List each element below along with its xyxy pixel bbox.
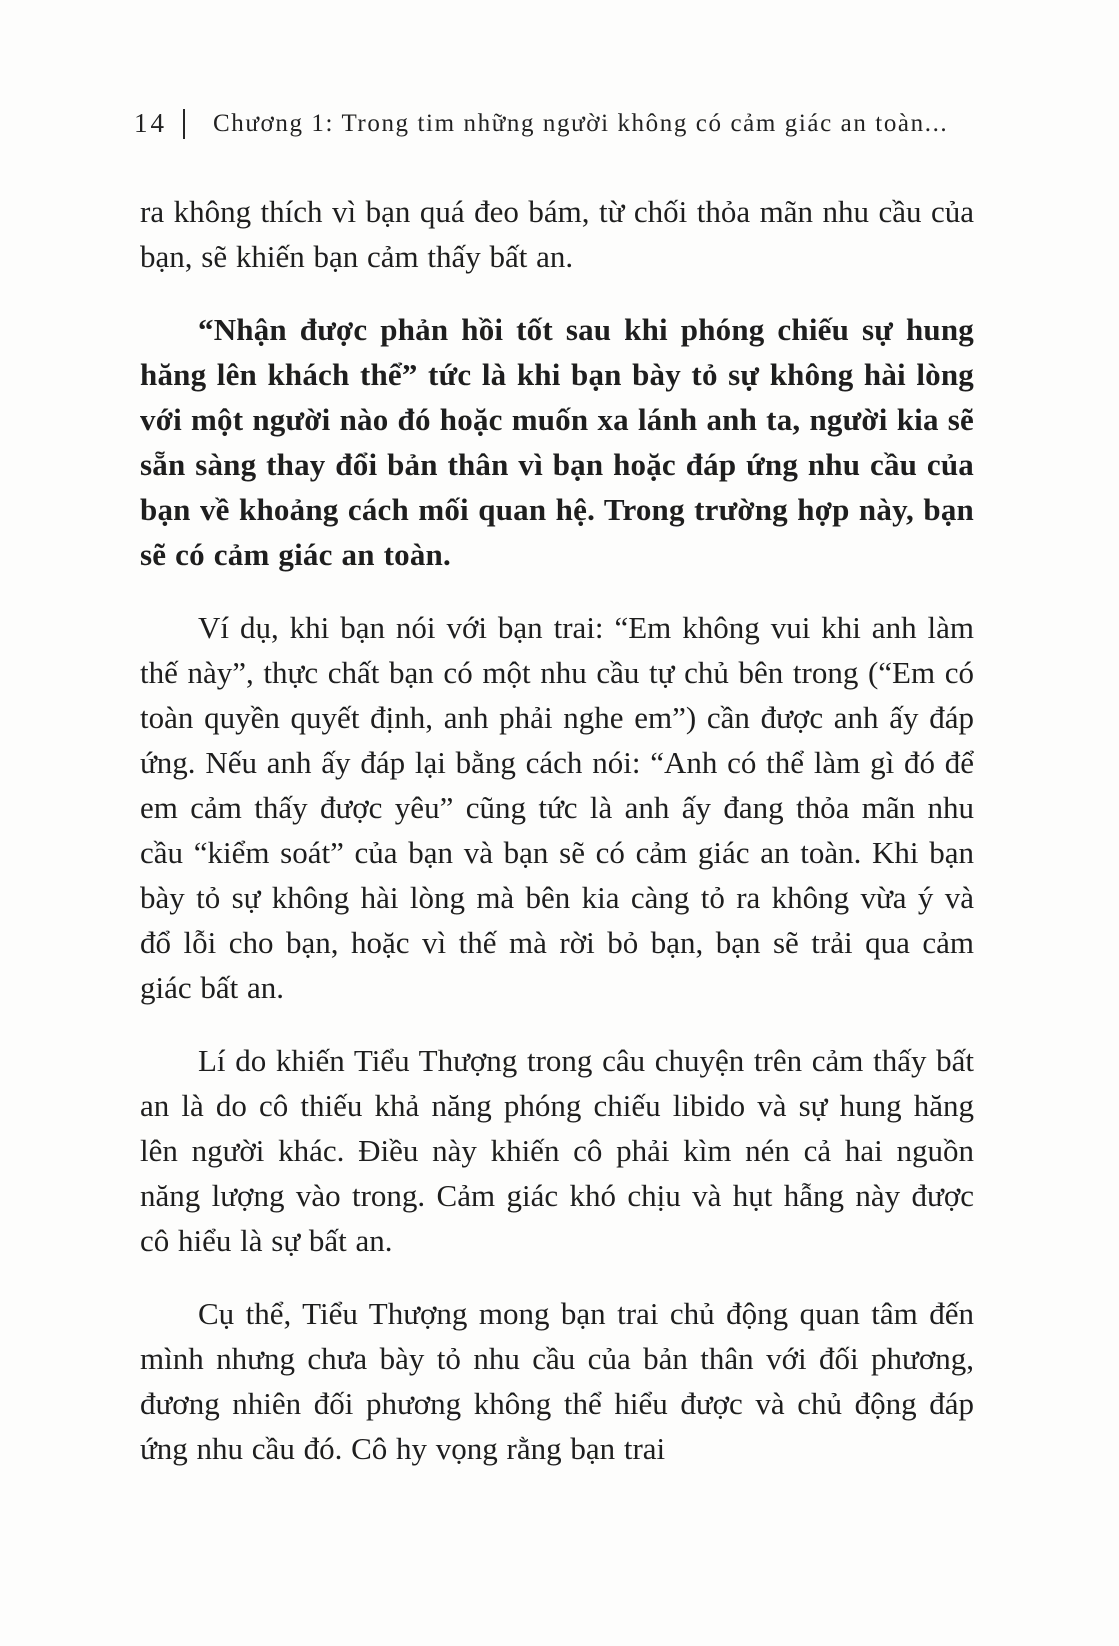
page-body	[140, 189, 974, 1471]
page-number: 14	[134, 108, 167, 138]
paragraph-bold: “Nhận được phản hồi tốt sau khi phóng chiếu sự hung hăng lên khách thể” tức là khi bạn bày tỏ sự không hài lòng với một người nào đó hoặc muốn xa lánh anh ta, người kia sẽ sẵn sàng thay đổi bản thân vì bạn hoặc đáp ứng nhu cầu của bạn về khoảng cách mối quan hệ. Trong trường hợp này, bạn sẽ có cảm giác an toàn.	[140, 312, 974, 572]
header-divider	[183, 109, 185, 139]
paragraph: Lí do khiến Tiểu Thượng trong câu chuyện trên cảm thấy bất an là do cô thiếu khả năng phóng chiếu libido và sự hung hăng lên người khác. Điều này khiến cô phải kìm nén cả hai nguồn năng lượng vào trong. Cảm giác khó chịu và hụt hẫng này được cô hiểu là sự bất an.	[140, 1043, 974, 1258]
paragraph: Cụ thể, Tiểu Thượng mong bạn trai chủ động quan tâm đến mình nhưng chưa bày tỏ nhu cầu của bản thân với đối phương, đương nhiên đối phương không thể hiểu được và chủ động đáp ứng nhu cầu đó. Cô hy vọng rằng bạn trai	[140, 1296, 974, 1466]
paragraph: Ví dụ, khi bạn nói với bạn trai: “Em không vui khi anh làm thế này”, thực chất bạn có một nhu cầu tự chủ bên trong (“Em có toàn quyền quyết định, anh phải nghe em”) cần được anh ấy đáp ứng. Nếu anh ấy đáp lại bằng cách nói: “Anh có thể làm gì đó để em cảm thấy được yêu” cũng tức là anh ấy đang thỏa mãn nhu cầu “kiểm soát” của bạn và bạn sẽ có cảm giác an toàn. Khi bạn bày tỏ sự không hài lòng mà bên kia càng tỏ ra không vừa ý và đổ lỗi cho bạn, hoặc vì thế mà rời bỏ bạn, bạn sẽ trải qua cảm giác bất an.	[140, 610, 974, 1005]
paragraph: ra không thích vì bạn quá đeo bám, từ chối thỏa mãn nhu cầu của bạn, sẽ khiến bạn cảm thấy bất an.	[140, 194, 974, 274]
running-header	[134, 108, 974, 139]
chapter-running-title: Chương 1: Trong tim những người không có cảm giác an toàn...	[213, 109, 949, 137]
